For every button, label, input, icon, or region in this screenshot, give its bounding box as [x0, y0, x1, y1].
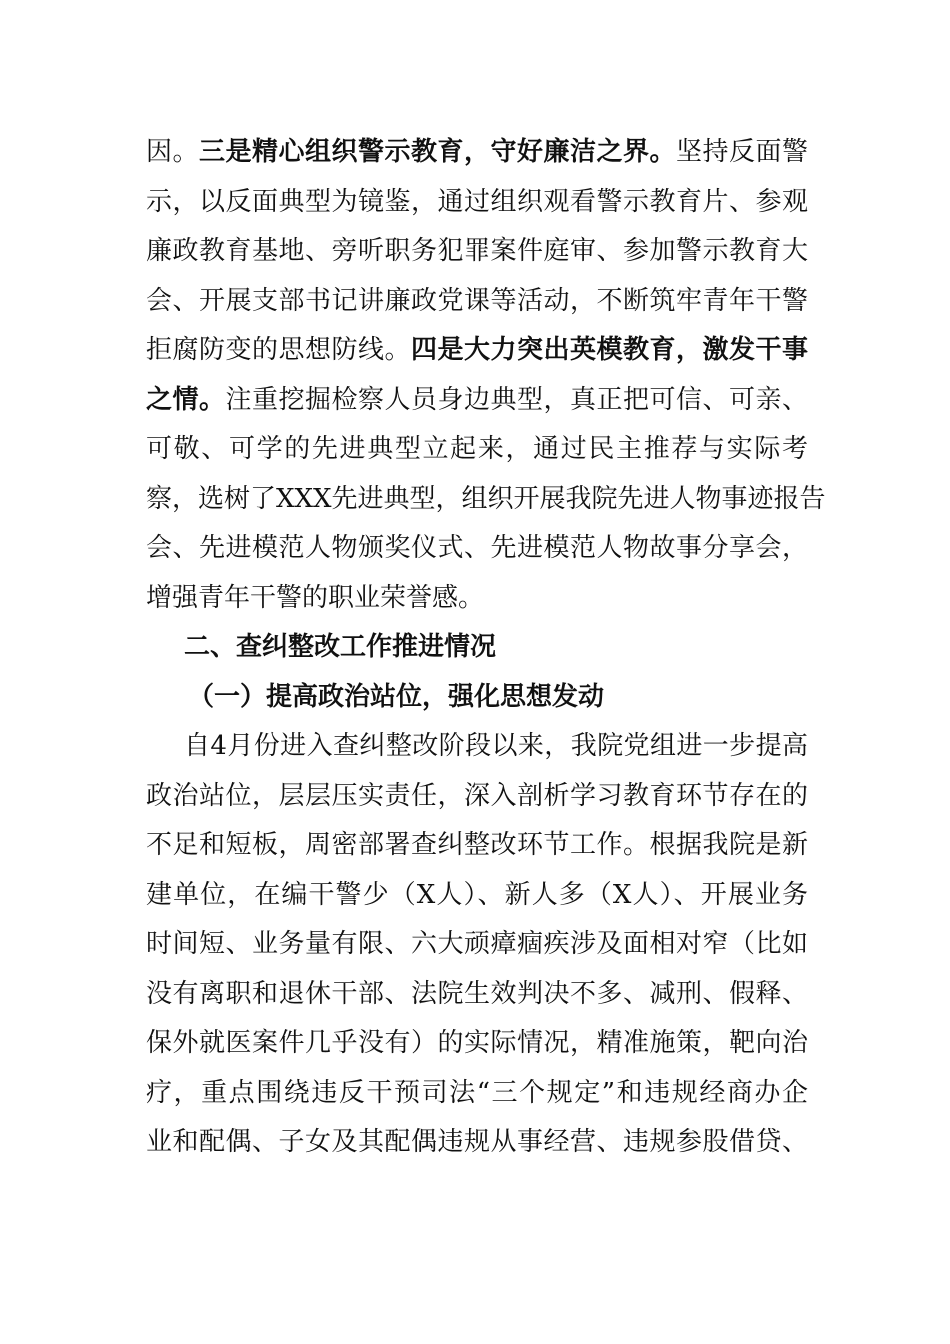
text-run: 察，选树了XXX先进典型，组织开展我院先进人物事迹报告: [146, 483, 826, 514]
text-run: 时间短、业务量有限、六大顽瘴痼疾涉及面相对窄（比如: [146, 929, 808, 959]
text-line: [146, 227, 808, 277]
text-line: [146, 376, 808, 426]
text-run: 注重挖掘检察人员身边典型，真正把可信、可亲、: [225, 384, 808, 415]
text-line: [146, 178, 808, 228]
text-run: 拒腐防变的思想防线。: [146, 335, 411, 365]
text-line: [146, 425, 808, 475]
text-line: [146, 326, 808, 376]
text-line: [146, 475, 826, 525]
document-body: [146, 128, 826, 1168]
text-run: 业和配偶、子女及其配偶违规从事经营、违规参股借贷、: [146, 1127, 808, 1157]
text-line: [146, 524, 808, 574]
text-run: 因。: [146, 137, 199, 167]
text-line: [146, 574, 808, 624]
text-run: 保外就医案件几乎没有）的实际情况，精准施策，靶向治: [146, 1028, 808, 1058]
text-run: 可敬、可学的先进典型立起来，通过民主推荐与实际考: [146, 434, 808, 464]
bold-text-run: 二、查纠整改工作推进情况: [184, 632, 497, 662]
text-line: [146, 673, 808, 723]
text-line: [146, 277, 808, 327]
bold-text-run: （一）提高政治站位，强化思想发动: [188, 681, 605, 712]
text-run: 自4月份进入查纠整改阶段以来，我院党组进一步提高: [184, 731, 808, 761]
text-line: [146, 722, 808, 772]
text-run: 没有离职和退休干部、法院生效判决不多、减刑、假释、: [146, 978, 808, 1009]
text-line: [146, 772, 808, 822]
text-run: 增强青年干警的职业荣誉感。: [146, 582, 485, 613]
text-run: 建单位，在编干警少（X人）、新人多（X人）、开展业务: [146, 879, 808, 910]
text-line: [146, 1019, 808, 1069]
text-line: [146, 970, 808, 1020]
text-run: 会、先进模范人物颁奖仪式、先进模范人物故事分享会，: [146, 533, 808, 563]
text-run: 示，以反面典型为镜鉴，通过组织观看警示教育片、参观: [146, 186, 808, 217]
text-line: [146, 920, 808, 970]
text-line: [146, 1118, 808, 1168]
text-line: [146, 1069, 808, 1119]
bold-text-run: 四是大力突出英模教育，激发干事: [411, 335, 808, 365]
text-line: [146, 128, 808, 178]
text-run: 会、开展支部书记讲廉政党课等活动，不断筑牢青年干警: [146, 285, 808, 316]
text-line: [146, 623, 808, 673]
bold-text-run: 三是精心组织警示教育，守好廉洁之界。: [199, 137, 676, 167]
text-run: 坚持反面警: [675, 137, 808, 167]
bold-text-run: 之情。: [146, 384, 226, 415]
text-run: 廉政教育基地、旁听职务犯罪案件庭审、参加警示教育大: [146, 236, 808, 266]
text-line: [146, 821, 808, 871]
text-run: 政治站位，层层压实责任，深入剖析学习教育环节存在的: [146, 780, 808, 811]
text-line: [146, 871, 808, 921]
text-run: 疗，重点围绕违反干预司法“三个规定”和违规经商办企: [146, 1077, 808, 1108]
text-run: 不足和短板，周密部署查纠整改环节工作。根据我院是新: [146, 830, 808, 860]
